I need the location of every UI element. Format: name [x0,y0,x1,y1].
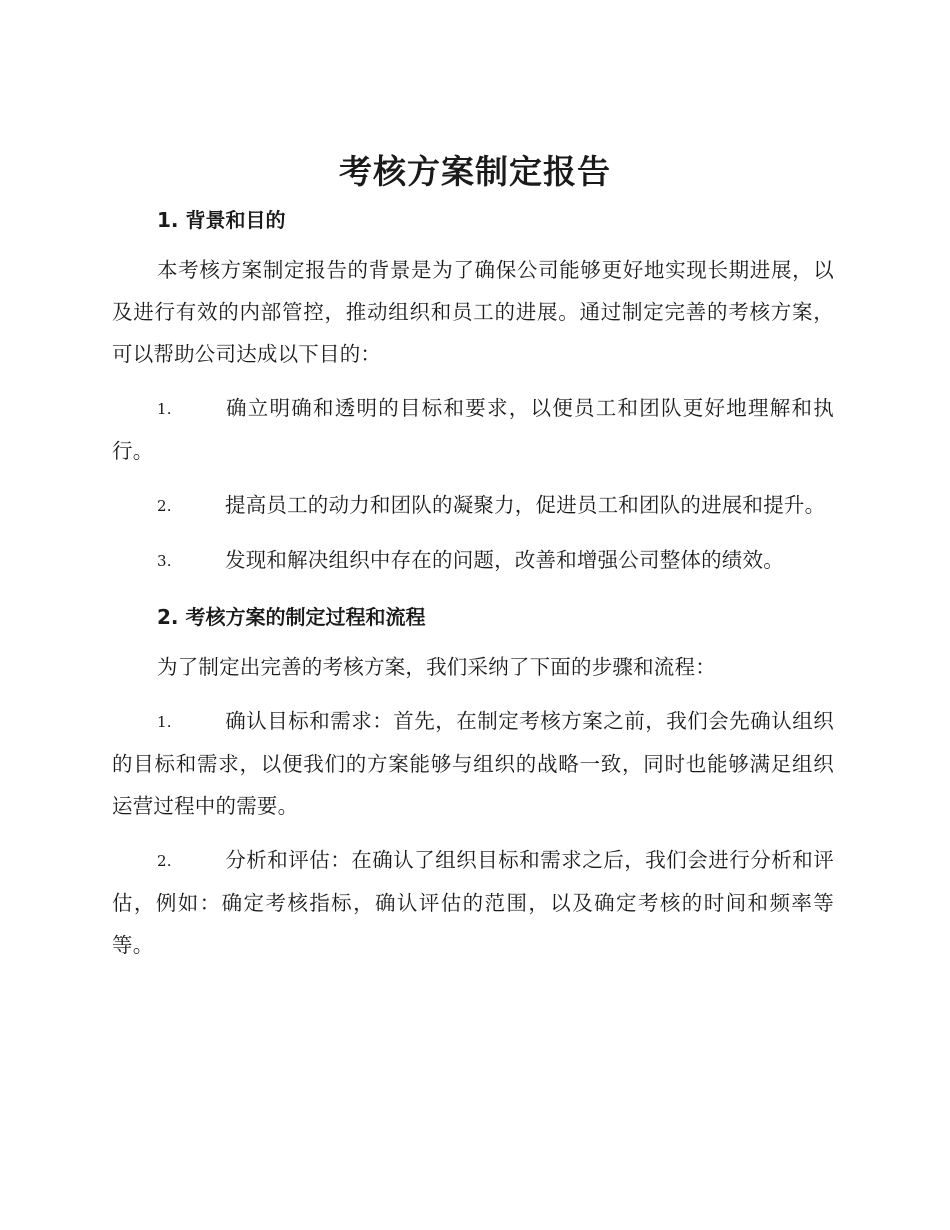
document-body [112,197,834,966]
list-item-number: 2. [157,497,172,515]
list-item [112,539,834,582]
list-item-text: 确认目标和需求：首先，在制定考核方案之前，我们会先确认组织的目标和需求，以便我们的方案能够与组织的战略一致，同时也能够满足组织运营过程中的需要。 [112,709,834,818]
list-item-text: 提高员工的动力和团队的凝聚力，促进员工和团队的进展和提升。 [225,493,826,517]
list-item [112,387,834,472]
list-item-number: 2. [157,852,172,870]
list-item-number: 3. [157,552,172,570]
list-item [112,839,834,966]
list-item-text: 发现和解决组织中存在的问题，改善和增强公司整体的绩效。 [225,548,784,572]
section-intro: 为了制定出完善的考核方案，我们采纳了下面的步骤和流程： [157,655,716,679]
list-item-number: 1. [157,400,172,418]
section-heading: 1. 背景和目的 [157,208,286,232]
list-item-text: 确立明确和透明的目标和要求，以便员工和团队更好地理解和执行。 [112,396,834,463]
list-item [112,700,834,827]
list-item [112,484,834,527]
document-title: 考核方案制定报告 [339,152,611,191]
list-item-number: 1. [157,713,172,731]
section-intro: 本考核方案制定报告的背景是为了确保公司能够更好地实现长期进展，以及进行有效的内部管控，推动组织和员工的进展。通过制定完善的考核方案，可以帮助公司达成以下目的： [112,258,834,366]
section-heading: 2. 考核方案的制定过程和流程 [157,605,426,629]
list-item-text: 分析和评估：在确认了组织目标和需求之后，我们会进行分析和评估，例如：确定考核指标，确认评估的范围，以及确定考核的时间和频率等等。 [112,848,834,957]
